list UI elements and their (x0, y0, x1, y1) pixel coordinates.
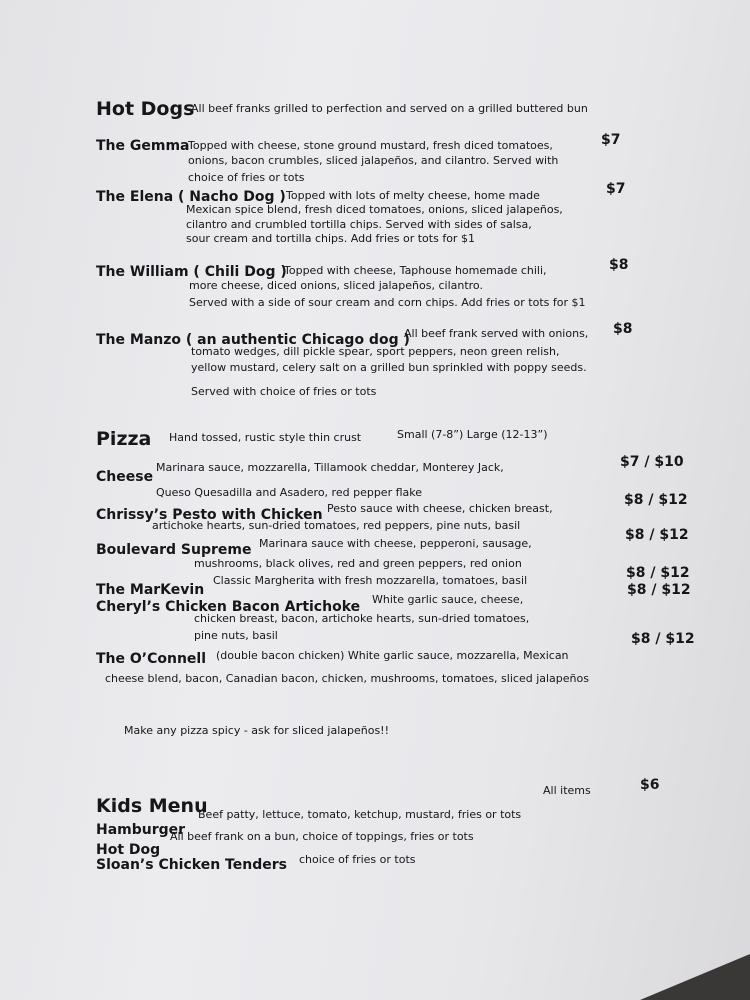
pizza-markevin-price: $8 / $12 (626, 565, 690, 581)
item-gemma-desc: choice of fries or tots (188, 171, 305, 184)
item-elena-desc: cilantro and crumbled tortilla chips. Served with sides of salsa, (186, 218, 532, 231)
kids-hotdog-desc: All beef frank on a bun, choice of toppings, fries or tots (170, 830, 474, 843)
table-corner (640, 954, 750, 1000)
pizza-oconnell-price: $8 / $12 (631, 631, 695, 647)
pizza-chrissy-desc: Pesto sauce with cheese, chicken breast, (327, 502, 553, 515)
kids-hamburger-name: Hamburger (96, 822, 186, 838)
item-manzo-desc: All beef frank served with onions, (404, 327, 589, 340)
item-elena-desc: Mexican spice blend, fresh diced tomatoes, onions, sliced jalapeños, (186, 203, 563, 216)
item-gemma-price: $7 (601, 132, 621, 148)
item-manzo-desc: yellow mustard, celery salt on a grilled bun sprinkled with poppy seeds. (191, 361, 587, 374)
item-manzo-price: $8 (613, 321, 633, 337)
pizza-title: Pizza (96, 428, 152, 450)
pizza-supreme-name: Boulevard Supreme (96, 542, 252, 558)
item-gemma-desc: onions, bacon crumbles, sliced jalapeños, and cilantro. Served with (188, 154, 559, 167)
item-manzo-desc: tomato wedges, dill pickle spear, sport peppers, neon green relish, (191, 345, 560, 358)
pizza-spicy-note: Make any pizza spicy - ask for sliced jalapeños!! (124, 724, 389, 737)
item-william-name: The William ( Chili Dog ) (96, 264, 287, 280)
hotdogs-tagline: All beef franks grilled to perfection and served on a grilled buttered bun (191, 102, 588, 115)
kids-tenders-name: Sloan’s Chicken Tenders (96, 857, 287, 873)
pizza-oconnell-desc: cheese blend, bacon, Canadian bacon, chicken, mushrooms, tomatoes, sliced jalapeños (105, 672, 589, 685)
kids-all-items-label: All items (543, 784, 591, 797)
item-manzo-name: The Manzo ( an authentic Chicago dog ) (96, 332, 410, 348)
pizza-oconnell-name: The O’Connell (96, 651, 207, 667)
item-gemma-name: The Gemma (96, 138, 190, 154)
pizza-cheryl-price: $8 / $12 (627, 582, 691, 598)
pizza-tagline: Hand tossed, rustic style thin crust (169, 431, 362, 444)
pizza-sizes: Small (7-8”) Large (12-13”) (397, 428, 548, 441)
kids-price: $6 (640, 777, 660, 793)
pizza-markevin-desc: Classic Margherita with fresh mozzarella, tomatoes, basil (213, 574, 528, 587)
pizza-cheese-price: $7 / $10 (620, 454, 684, 470)
item-manzo-desc: Served with choice of fries or tots (191, 385, 377, 398)
item-elena-name: The Elena ( Nacho Dog ) (96, 189, 286, 205)
pizza-oconnell-desc: (double bacon chicken) White garlic sauce, mozzarella, Mexican (216, 649, 569, 662)
pizza-cheese-desc: Queso Quesadilla and Asadero, red pepper flake (156, 486, 422, 499)
pizza-cheryl-name: Cheryl’s Chicken Bacon Artichoke (96, 599, 361, 615)
kids-tenders-desc: choice of fries or tots (299, 853, 416, 866)
pizza-cheryl-desc: chicken breast, bacon, artichoke hearts, sun-dried tomatoes, (194, 612, 530, 625)
item-elena-desc: sour cream and tortilla chips. Add fries or tots for $1 (186, 232, 475, 245)
hotdogs-title: Hot Dogs (96, 98, 195, 120)
item-elena-desc: Topped with lots of melty cheese, home made (286, 189, 540, 202)
item-william-price: $8 (609, 257, 629, 273)
pizza-cheese-name: Cheese (96, 469, 154, 485)
item-william-desc: Served with a side of sour cream and corn chips. Add fries or tots for $1 (189, 296, 586, 309)
pizza-markevin-name: The MarKevin (96, 582, 205, 598)
pizza-supreme-desc: Marinara sauce with cheese, pepperoni, sausage, (259, 537, 532, 550)
kids-hotdog-name: Hot Dog (96, 842, 161, 858)
item-william-desc: more cheese, diced onions, sliced jalapeños, cilantro. (189, 279, 483, 292)
pizza-supreme-price: $8 / $12 (625, 527, 689, 543)
kids-hamburger-desc: Beef patty, lettuce, tomato, ketchup, mustard, fries or tots (198, 808, 522, 821)
item-gemma-desc: Topped with cheese, stone ground mustard, fresh diced tomatoes, (188, 139, 553, 152)
pizza-cheryl-desc: pine nuts, basil (194, 629, 278, 642)
kids-title: Kids Menu (96, 795, 208, 817)
pizza-chrissy-price: $8 / $12 (624, 492, 688, 508)
pizza-cheese-desc: Marinara sauce, mozzarella, Tillamook cheddar, Monterey Jack, (156, 461, 504, 474)
item-william-desc: Topped with cheese, Taphouse homemade chili, (284, 264, 547, 277)
item-elena-price: $7 (606, 181, 626, 197)
pizza-supreme-desc: mushrooms, black olives, red and green peppers, red onion (194, 557, 522, 570)
pizza-chrissy-desc: artichoke hearts, sun-dried tomatoes, red peppers, pine nuts, basil (152, 519, 521, 532)
pizza-cheryl-desc: White garlic sauce, cheese, (372, 593, 524, 606)
pizza-chrissy-name: Chrissy’s Pesto with Chicken (96, 507, 323, 523)
